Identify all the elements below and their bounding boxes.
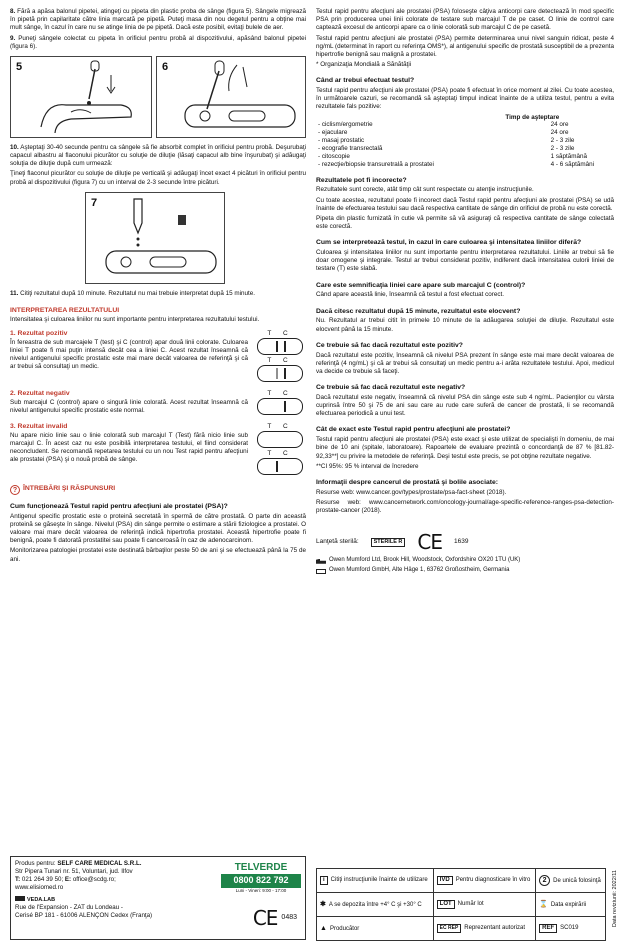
table-row: - rezecţie/biopsie transuretrală a prostatei 4 - 6 săptămâni: [318, 160, 595, 168]
ce-mark: CE: [417, 530, 442, 555]
ce-number: 1639: [453, 538, 469, 546]
symbol-ivd: IVD Pentru diagnosticare în vitro: [433, 869, 535, 893]
producer-company: SELF CARE MEDICAL S.R.L.: [57, 860, 142, 867]
vedalab-address-2: Cerisé BP 181 - 61006 ALENÇON Cedex (Franţa): [15, 912, 153, 920]
symbol-ec-rep: EC REP Reprezentant autorizat: [433, 917, 535, 941]
producer-address: Str Pipera Tunari nr. 51, Voluntari, jud. Ilfov: [15, 868, 133, 876]
qa1-answer: Antigenul specific prostatic este o proteină secretată în spermă de către prostată. O parte din această proteină se găseşte în sânge. Nivelul (PSA) din sânge permite o estimare a stării fiziologice a prostatei. O valoare mai mare decât valoarea de referinţă indică hipertrofia prostatei. Această hipertrofie poate fi benignă, poate fi datorată prostatitei sau poate fi canceroasă în caz de adenocarcinom.: [10, 512, 306, 545]
cassette-positive-1: [257, 338, 303, 355]
a-control-line: Când apare această linie, înseamnă că testul a fost efectuat corect.: [316, 291, 504, 299]
a-positive: Dacă rezultatul este pozitiv, înseamnă că nivelul PSA prezent în sânge este mai mare decât valoarea de referinţă (4 ng/mL) şi că ar trebui să consultaţi un medic pentru a-i arăta rezultatele testului. Apoi, medicul va decide ce trebuie să faceţi.: [316, 351, 614, 375]
ec-rep-icon: EC REP: [437, 924, 462, 933]
single-use-icon: 2: [539, 875, 550, 886]
finger-pipette-illustration: [11, 57, 151, 137]
figure-6: 6: [156, 56, 306, 138]
a-incorrect-2: Cu toate acestea, rezultatul poate fi incorect dacă Testul rapid pentru afecţiuni ale prostatei (PSA) se udă înainte de efectuarea testului sau dacă respectiva cantitate de sânge din orificiul de probă nu este corectă.: [316, 196, 614, 212]
waiting-time-title: Timp de aşteptare: [505, 113, 560, 121]
left-column: [10, 8, 306, 860]
right-intro-2: Testul rapid pentru afecţiuni ale prostatei (PSA) permite determinarea unui nivel sanguin ridicat, peste 4 ng/mL (determinat în raport cu referinţa OMS*), al antigenului specific de prostată susceptibil de a prezenta hipertrofie benignă sau malignă a prostatei.: [316, 34, 614, 58]
sterile-label: Lanţetă sterilă:: [316, 538, 359, 546]
result-invalid: [10, 423, 306, 477]
revision-date: Data reviziunii: 2022/11: [611, 870, 618, 928]
interpretation-intro: Intensitatea şi culoarea liniilor nu sunt importante pentru interpretarea rezultatului testului.: [10, 315, 260, 323]
q-negative: Ce trebuie să fac dacă rezultatul este negativ?: [316, 384, 466, 392]
tc-label: T C: [267, 356, 293, 364]
hourglass-icon: ⌛: [539, 900, 548, 908]
qa-title: ÎNTREBĂRI ŞI RĂSPUNSURI: [23, 485, 116, 493]
step-11: 11. Citiţi rezultatul după 10 minute. Rezultatul nu mai trebuie interpretat după 15 minute.: [10, 289, 256, 297]
step-10: 10. Aşteptaţi 30-40 secunde pentru ca sângele să fie absorbit complet în orificiul pentru probă. Deşurubaţi capacul albastru al flaconului picurător cu soluţie de diluţie (lăsaţi capacul alb bine înşurubat) şi adăugaţi soluţia de diluţie după cum urmează:: [10, 143, 306, 168]
tc-label: T C: [267, 422, 293, 430]
factory-icon: ▲: [320, 924, 327, 932]
a-when: Testul rapid pentru afecţiuni ale prostatei (PSA) poate fi efectuat în orice moment al zilei. Cu toate acestea, în următoarele cazuri, se recomandă să aşteptaţi timpul indicat înainte de a utiliza testul, pentru a evita rezultatele fals pozitive:: [316, 87, 614, 111]
symbol-expiry: ⌛ Data expirării: [536, 893, 606, 917]
figure-5: 5: [10, 56, 152, 138]
result-invalid-images: [254, 423, 306, 477]
result-positive-images: [254, 330, 306, 384]
a-color: Culoarea şi intensitatea liniilor nu sunt importante pentru interpretarea rezultatului. Liniile ar trebui să fie doar omogene şi integrale. Testul ar trebui considerat pozitiv, indiferent dacă intensitatea culorii liniei de testare (T) este slabă.: [316, 249, 614, 273]
vedalab-logo: VEDA.LAB: [15, 896, 301, 904]
right-intro-1: Testul rapid pentru afecţiuni ale prostatei (PSA) foloseşte câţiva anticorpi care detectează în mod specific PSA prin producerea unei linii colorate de testare sub marcajul T de pe caset. O linie de control care captează excesul de anticorpi apare ca o linie colorată sub marcajul C de pe casetă.: [316, 8, 614, 32]
result-invalid-title: 3. Rezultat invalid: [10, 422, 68, 430]
ec-rep-icon: [316, 569, 326, 574]
result-negative-images: [254, 390, 306, 417]
figure-row-5-6: [10, 56, 306, 138]
q-when: Când ar trebui efectuat testul?: [316, 77, 415, 85]
telverde-box: [221, 861, 301, 894]
vedalab-address-1: Rue de l'Expansion - ZAT du Londeau -: [15, 904, 123, 912]
result-negative-title: 2. Rezultat negativ: [10, 389, 70, 397]
ref-icon: REF: [539, 924, 557, 934]
tc-label: T C: [267, 389, 293, 397]
sterile-ce-row: [316, 529, 614, 555]
symbol-single-use: 2 De unică folosinţă: [536, 869, 606, 893]
cassette-invalid-2: [257, 458, 303, 475]
a-incorrect: Rezultatele sunt corecte, atât timp cât sunt respectate cu atenţie instrucţiunile.: [316, 186, 534, 194]
table-row: - ejaculare 24 ore: [318, 129, 569, 137]
result-positive-title: 1. Rezultat pozitiv: [10, 329, 68, 337]
step-9: 9. Puneţi sângele colectat cu pipeta în orificiul pentru probă al dispozitivului, apăsând balonul pipetei (figura 6).: [10, 34, 306, 50]
qa1-answer-cont: Monitorizarea patologiei prostatei este destinată bărbaţilor peste 50 de ani şi se efectuează până la 75 de ani.: [10, 547, 306, 563]
q-15-minutes: Dacă citesc rezultatul după 15 minute, rezultatul este elocvent?: [316, 307, 521, 315]
qa-heading: [10, 485, 306, 495]
symbol-ifu: i Citiţi instrucţiunile înainte de utilizare: [317, 869, 434, 893]
info-resource-2: Resurse web: www.cancernetwork.com/oncology-journal/age-specific-reference-ranges-psa-detection-prostate-cancer (2018).: [316, 498, 614, 515]
info-resource-1: Resurse web: www.cancer.gov/types/prostate/psa-fact-sheet (2018).: [316, 488, 507, 496]
q-info: Informaţii despre cancerul de prostată şi bolile asociate:: [316, 478, 499, 486]
symbol-storage: ✱ A se depozita între +4° C şi +30° C: [317, 893, 434, 917]
ce-number: 0483: [281, 914, 297, 922]
table-row: - citoscopie 1 săptămână: [318, 152, 588, 160]
q-incorrect: Rezultatele pot fi incorecte?: [316, 176, 407, 184]
tc-label: T C: [267, 449, 293, 457]
info-icon: i: [320, 876, 328, 886]
q-positive: Ce trebuie să fac dacă rezultatul este pozitiv?: [316, 341, 463, 349]
symbols-table: [316, 868, 606, 941]
cassette-invalid-1: [257, 431, 303, 448]
telverde-logo: TELVERDE: [234, 862, 288, 873]
symbol-lot: LOT Număr lot: [433, 893, 535, 917]
tc-label: T C: [267, 329, 293, 337]
result-negative-text: Sub marcajul C (control) apare o singură linie colorată. Acest rezultat înseamnă că nivelul antigenului specific prostatic este normal.: [10, 398, 248, 414]
manufacturer-icon: [15, 896, 25, 901]
sterile-r-box: STERILE R: [371, 538, 406, 547]
figure-7: 7: [85, 192, 225, 284]
a-incorrect-3: Pipeta din plastic furnizată în cutie vă permite să vă asiguraţi că respectiva cantitate de sânge colectată este corectă.: [316, 214, 614, 231]
result-invalid-text: Nu apare nicio linie sau o linie colorată sub marcajul T (Test) fără nicio linie sub marcajul C. În acest caz nu este posibilă interpretarea testului, el fiind considerat neconcludent. Se recomandă repetarea testului cu un nou Test rapid pentru afecţiuni ale prostatei (PSA) şi o nouă probă de sânge.: [10, 431, 248, 464]
table-row: - masaj prostatic 2 - 3 zile: [318, 137, 575, 145]
cassette-positive-2: [257, 365, 303, 382]
ce-mark: CE: [252, 906, 278, 930]
a-accuracy: Testul rapid pentru afecţiuni ale prostatei (PSA) este exact şi este utilizat de specialişti în domeniu, de mai bine de 10 ani (spitale, laboratoare). Rapoartele de evaluare prezintă o concordanţă de 87 % [81.82- 92,33**] cu privire la metodele de referinţă. Deşi testul este precis, se pot obţine rezultate negative.: [316, 436, 614, 460]
q-control-line: Care este semnificaţia liniei care apare sub marcajul C (control)?: [316, 281, 526, 289]
symbol-manufacturer: ▲ Producător: [317, 917, 434, 941]
step-8: 8. Fără a apăsa balonul pipetei, atingeţi cu pipeta din plastic proba de sânge (figura 5). Sângele migrează în pipetă prin capilaritate către linia marcată pe pipetă. Puteţi masa din nou degetul pentru a obţine mai mult sânge, în cazul în care nu se atinge linia de pe pipetă. Dacă este posibil, evitaţi bulele de aer.: [10, 8, 306, 32]
producer-website: www.elisiomed.ro: [15, 884, 64, 892]
manufacturer-uk: Owen Mumford Ltd, Brook Hill, Woodstock, Oxfordshire OX20 1TU (UK): [316, 557, 614, 565]
ivd-icon: IVD: [437, 876, 453, 886]
result-negative: [10, 390, 306, 417]
producer-ce: [253, 905, 297, 931]
telverde-number: 0800 822 792: [221, 874, 301, 888]
accuracy-footnote: **CI 95%: 95 % interval de încredere: [316, 462, 419, 470]
pipette-cassette-illustration: [157, 57, 305, 137]
dropper-cassette-illustration: [86, 193, 224, 283]
interpretation-heading: INTERPRETAREA REZULTATULUI: [10, 306, 120, 314]
waiting-time-table: [316, 114, 614, 169]
table-row: - ciclism/ergometrie 24 ore: [318, 121, 569, 129]
manufacturer-de: Owen Mumford GmbH, Alte Häge 1, 63762 Großostheim, Germania: [316, 567, 614, 575]
right-column: [316, 8, 614, 808]
cassette-negative: [257, 398, 303, 415]
result-positive: [10, 330, 306, 384]
manufacturer-icon: [316, 559, 326, 564]
step-10-cont: Ţineţi flaconul picurător cu soluţie de diluţie pe verticală şi adăugaţi încet exact 4 picături în orificiul pentru probă al dispozitivului (figura 7) cu un interval de 2-3 secunde între picături.: [10, 170, 306, 186]
who-footnote: * Organizaţia Mondială a Sănătăţii: [316, 61, 412, 69]
qa1-question: Cum funcţionează Testul rapid pentru afecţiuni ale prostatei (PSA)?: [10, 502, 228, 510]
question-icon: ?: [10, 485, 20, 495]
symbol-ref: REF SC019: [536, 917, 606, 941]
result-positive-text: În fereastra de sub marcajele T (test) şi C (control) apar două linii colorate. Culoarea liniei T poate fi mai puţin intensă decât cea a liniei C. Acest rezultat înseamnă că nivelul antigenului specific prostatic este mai mare decât valoarea de referinţă şi că ar trebui să consultaţi un medic.: [10, 338, 248, 371]
temperature-icon: ✱: [320, 900, 326, 908]
q-accuracy: Cât de exact este Testul rapid pentru afecţiuni ale prostatei?: [316, 426, 511, 434]
a-negative: Dacă rezultatul este negativ, înseamnă că nivelul PSA din sânge este sub 4 ng/mL. Pacienţilor cu vârsta cuprinsă între 50 şi 75 de ani sau care au rude care suferă de cancer de prostată, li se recomandă efectuarea periodică a unui test.: [316, 393, 614, 418]
telverde-hours: Luni - Vineri: 9:00 - 17:00: [235, 887, 287, 893]
a-15-minutes: Nu. Rezultatul ar trebui citit în primele 10 minute de la adăugarea soluţiei de diluţie. Rezultatul este elocvent până la 15 minute.: [316, 317, 614, 333]
q-color: Cum se interpretează testul, în cazul în care culoarea şi intensitatea liniilor diferă?: [316, 239, 582, 247]
lot-icon: LOT: [437, 900, 455, 910]
producer-box: Produs pentru: SELF CARE MEDICAL S.R.L. Str Pipera Tunari nr. 51, Voluntari, jud. Ilfov T: 021 264 39 50; E: office@scdg.ro; www.elisiomed.ro TELVERDE 0800 822 792 Luni - Vineri: 9:00 - 17:00 VEDA.LAB Rue de l'Expansion - ZAT du Londeau - Cerisé BP 181 - 61006 ALENÇON Cedex (Franţa) CE 0483: [10, 856, 306, 940]
table-row: - ecografie transrectală 2 - 3 zile: [318, 144, 575, 152]
